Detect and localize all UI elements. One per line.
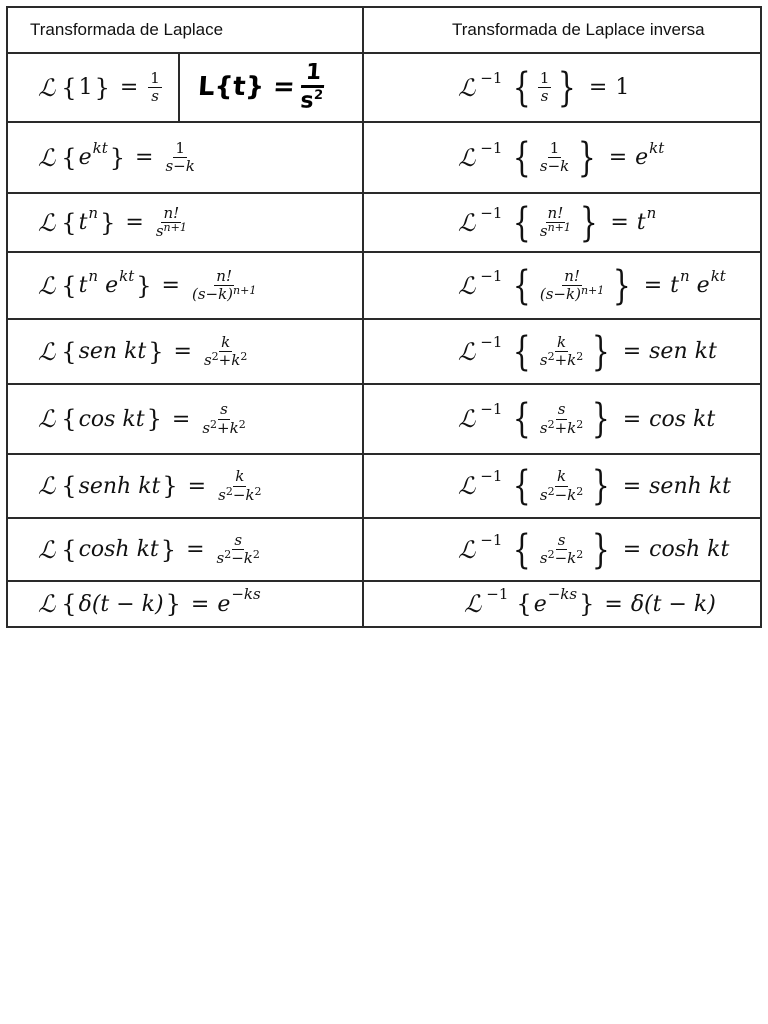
formula-inverse-1: ℒ −1 { $\frac{1}{s}$ } = 1 — [458, 64, 630, 111]
formula-laplace-1: ℒ { 1 } = $\frac{1}{s}$ — [38, 68, 160, 105]
formula-inverse-delta: ℒ −1 { e −ks } = δ(t − k) — [464, 585, 716, 618]
formula-inverse-exp: ℒ −1 { $\frac{1}{s-k}$ } = e kt — [458, 134, 665, 181]
formula-inverse-cos: ℒ −1 { $\frac{s}{s^2+k^2}$ } = cos kt — [458, 396, 716, 442]
formula-laplace-cos: ℒ { cos kt } = $\frac{s}{s^2+k^2}$ — [38, 400, 246, 437]
formula-inverse-power: ℒ −1 { $\frac{n!}{s^{n+1}}$ } = t n — [458, 199, 657, 246]
formula-inverse-power-exp: ℒ −1 { $\frac{n!}{(s-k)^{n+1}}$ } = t n e kt — [458, 262, 726, 309]
laplace-table — [6, 6, 762, 628]
laplace-symbol: ℒ — [38, 73, 56, 102]
formula-inverse-sen: ℒ −1 { $\frac{k}{s^2+k^2}$ } = sen kt — [458, 328, 717, 375]
formula-laplace-delta: ℒ { δ(t − k) } = e −ks — [38, 585, 261, 618]
header-laplace-inverse: Transformada de Laplace inversa — [452, 20, 705, 39]
formula-laplace-sen: ℒ { sen kt } = $\frac{k}{s^2+k^2}$ — [38, 332, 248, 369]
handwritten-note: L{t} = $\frac{1}{s^2}$ — [198, 54, 324, 121]
sub-column-divider — [178, 54, 180, 121]
formula-laplace-power-exp: ℒ { t n e kt } = $\frac{n!}{(s-k)^{n+1}}$ — [38, 266, 257, 303]
formula-laplace-senh: ℒ { senh kt } = $\frac{k}{s^2-k^2}$ — [38, 467, 262, 504]
formula-laplace-cosh: ℒ { cosh kt } = $\frac{s}{s^2-k^2}$ — [38, 530, 260, 567]
formula-laplace-power: ℒ { t n } = $\frac{n!}{s^{n+1}}$ — [38, 203, 187, 240]
formula-laplace-exp: ℒ { e kt } = $\frac{1}{s-k}$ — [38, 138, 195, 175]
formula-inverse-senh: ℒ −1 { $\frac{k}{s^2-k^2}$ } = senh kt — [458, 463, 731, 509]
column-divider — [362, 8, 364, 626]
formula-inverse-cosh: ℒ −1 { $\frac{s}{s^2-k^2}$ } = cosh kt — [458, 526, 730, 573]
header-laplace: Transformada de Laplace — [30, 20, 224, 39]
